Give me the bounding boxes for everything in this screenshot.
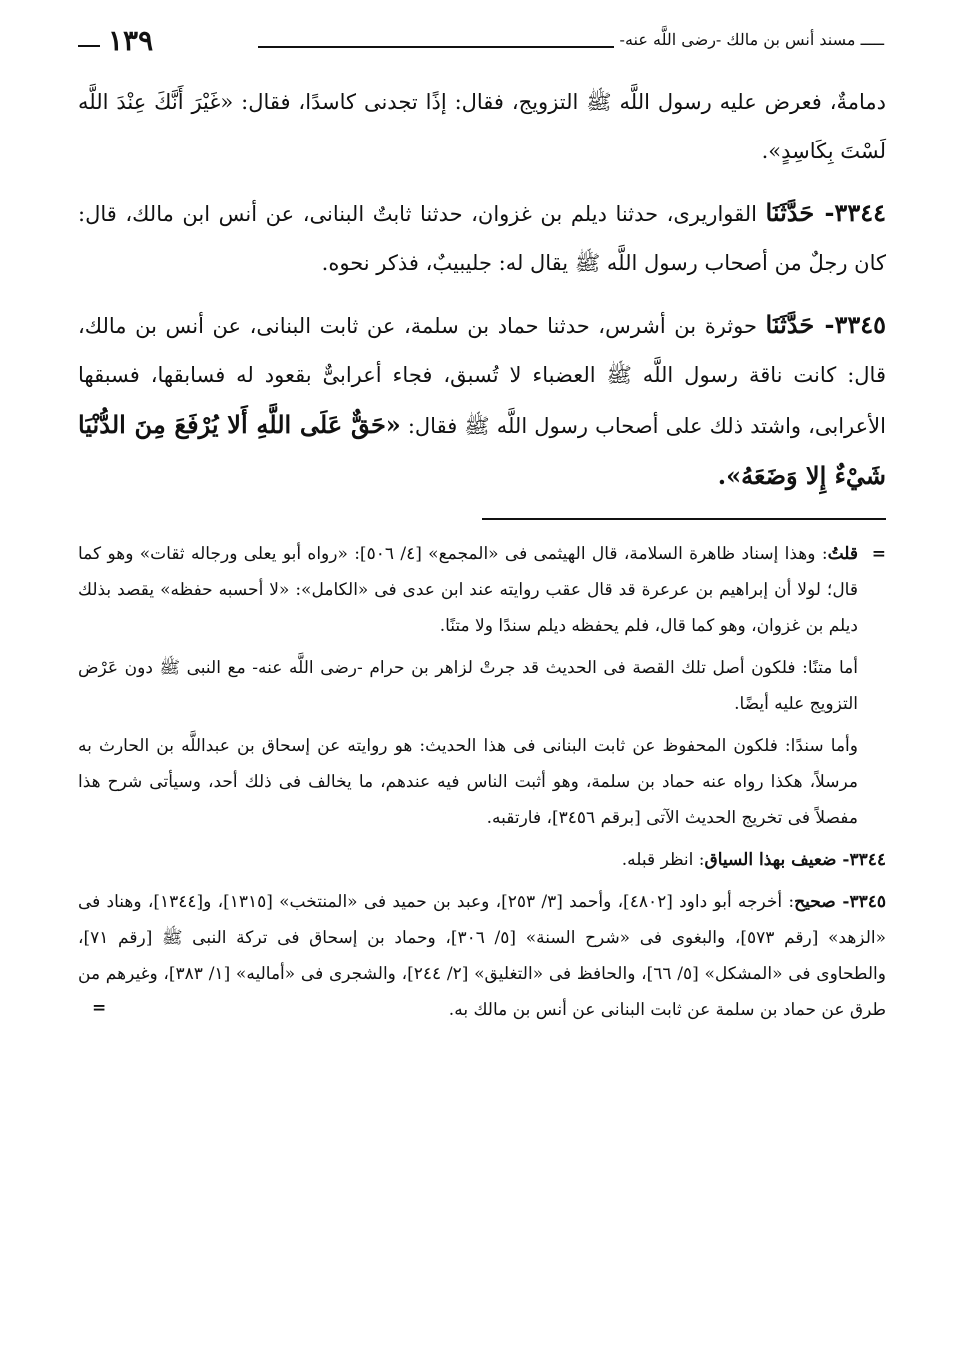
hadith-quote: «حَقٌّ عَلَى اللَّهِ أَلا يُرْفَعَ مِنَ الدُّنْيَا شَيْءٌ إِلا وَضَعَهُ».	[78, 410, 886, 490]
paragraph-text: دمامةٌ، فعرض عليه رسول اللَّه ﷺ التزويج، فقال: إذًا تجدنى كاسدًا، فقال: «غَيْرَ أَنَّكَ عِنْدَ اللَّه لَسْتَ بِكَاسِدٍ».	[78, 90, 886, 163]
note-3345	[78, 884, 886, 1028]
hadith-number: ٣٣٤٥-	[814, 310, 886, 339]
hadith-opener: حَدَّثَنَا	[765, 198, 815, 227]
hadith-3344	[78, 188, 886, 288]
note-commentary	[78, 536, 886, 644]
continuation-mark: =	[92, 998, 107, 1018]
note-matn	[78, 650, 886, 722]
note-text: : أخرجه أبو داود [٤٨٠٢]، وأحمد [٣/ ٢٥٣]، وعبد بن حميد فى «المنتخب» [١٣١٥]، و[١٣٤٤]، وهناد فى «الزهد» [رقم ٥٧٣]، والبغوى فى «شرح السنة» [٥/ ٣٠٦]، وحماد بن إسحاق فى تركة النبى ﷺ [رقم ٧١]، والطحاوى فى «المشكل» [٥/ ٦٦]، والحافظ فى «التغليق» [٢/ ٢٤٤]، والشجرى فى «أماليه» [١/ ٣٨٣]، وغيرهم من طرق عن حماد بن سلمة عن ثابت البنانى عن أنس بن مالك به.	[78, 892, 886, 1020]
hadith-number: ٣٣٤٤-	[814, 198, 886, 227]
note-label: ٣٣٤٥- صحيح	[794, 892, 887, 912]
note-text: : وهذا إسناد ظاهرة السلامة، قال الهيثمى فى «المجمع» [٤/ ٥٠٦]: «رواه أبو يعلى ورجاله ثقات» وهو كما قال؛ لولا أن إبراهيم بن عرعرة قد قال عقب روايته عند ابن عدى فى «الكامل»: «لا أحسبه حفظه» يقصد بذلك ديلم بن غزوان، وهو كما قال، فلم يحفظه ديلم سندًا ولا متنًا.	[78, 544, 858, 636]
note-3344	[78, 842, 886, 878]
page-header	[78, 24, 884, 64]
page-number: ١٣٩	[108, 24, 154, 57]
footnote-divider	[482, 518, 886, 520]
hadith-3345	[78, 300, 886, 502]
hadith-text: حوثرة بن أشرس، حدثنا حماد بن سلمة، عن ثابت البنانى، عن أنس بن مالك، قال: كانت ناقة رسول اللَّه ﷺ العضباء لا تُسبق، فجاء أعرابىٌّ بقعود له فسابقها، فسبقها الأعرابى، واشتد ذلك على أصحاب رسول اللَّه ﷺ فقال:	[78, 314, 886, 438]
paragraph-continuation	[78, 78, 886, 176]
note-text: أما متنًا: فلكون أصل تلك القصة فى الحديث قد جرتْ لزاهر بن حرام -رضى اللَّه عنه- مع النبى ﷺ دون عَرْض التزويج عليه أيضًا.	[78, 658, 858, 714]
note-text: : انظر قبله.	[621, 850, 705, 870]
hadith-text: القواريرى، حدثنا ديلم بن غزوان، حدثنا ثابتٌ البنانى، عن أنس ابن مالك، قال: كان رجلٌ من أصحاب رسول اللَّه ﷺ يقال له: جليبيبٌ، فذكر نحوه.	[78, 202, 886, 275]
hadith-opener: حَدَّثَنَا	[765, 310, 815, 339]
note-label: ٣٣٤٤- ضعيف بهذا السياق	[704, 850, 886, 870]
footnotes	[78, 536, 886, 1028]
note-label: قلتُ	[827, 544, 859, 564]
header-rule	[258, 46, 614, 48]
continuation-mark: =	[871, 544, 886, 564]
note-sanad	[78, 728, 886, 836]
main-text	[78, 78, 886, 502]
note-text: وأما سندًا: فلكون المحفوظ عن ثابت البنانى فى هذا الحديث: هو روايته عن إسحاق بن عبداللَّه بن الحارث به مرسلاً، هكذا رواه عنه حماد بن سلمة، وهو أثبت الناس فيه عندهم، ما يخالف فى ذلك أحد، وسيأتى شرح هذا مفصلاً فى تخريج الحديث الآتى [برقم ٣٤٥٦]، فارتقبه.	[78, 736, 858, 828]
running-title: ـــــ مسند أنس بن مالك -رضى اللَّه عنه-	[619, 30, 884, 49]
header-dash	[78, 45, 100, 47]
